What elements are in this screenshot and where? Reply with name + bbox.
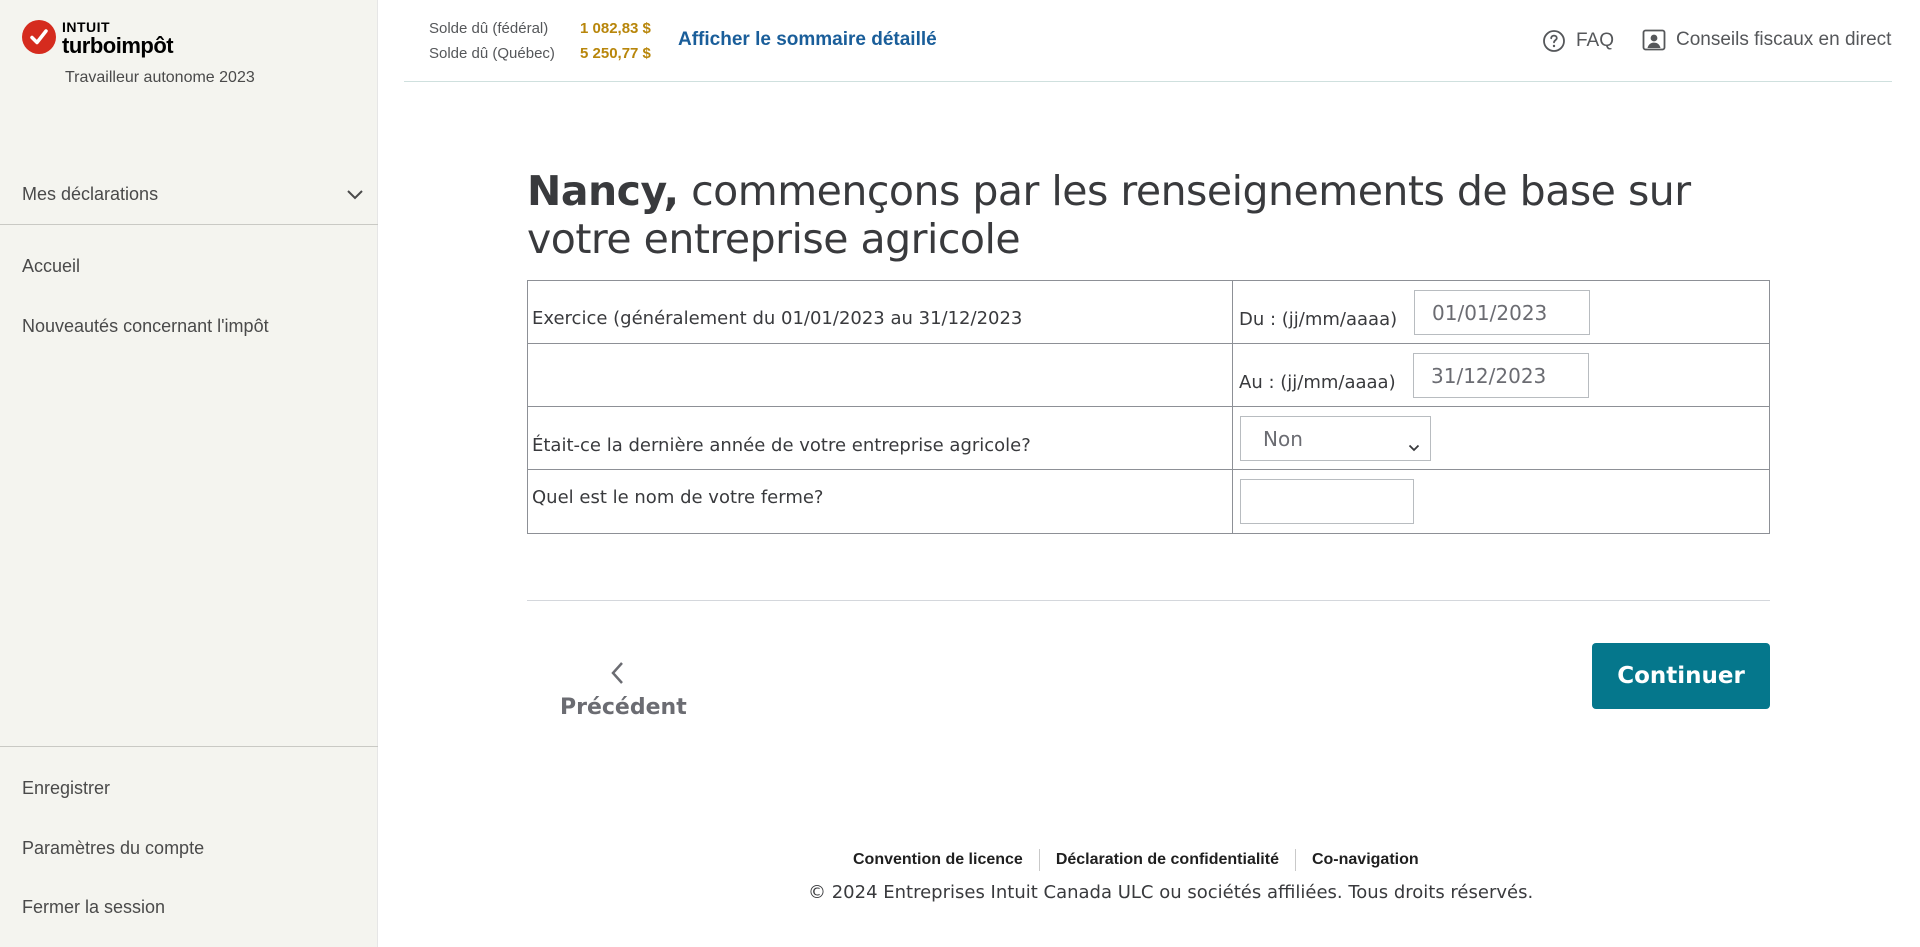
detailed-summary-link[interactable]: Afficher le sommaire détaillé	[678, 29, 937, 50]
footer-separator	[1295, 849, 1296, 871]
farm-name-input[interactable]	[1240, 479, 1414, 524]
balance-quebec-value: 5 250,77 $	[580, 45, 651, 62]
license-agreement-link[interactable]: Convention de licence	[853, 851, 1023, 868]
live-tax-advice-button[interactable]	[1642, 29, 1891, 51]
checkmark-logo-icon	[22, 20, 56, 54]
question-circle-icon	[1542, 29, 1566, 53]
footer-separator	[1039, 849, 1040, 871]
continue-button[interactable]: Continuer	[1592, 643, 1770, 709]
logo-company: INTUIT	[62, 19, 111, 35]
page-title	[527, 167, 1777, 263]
expert-person-icon	[1642, 29, 1666, 51]
to-date-input[interactable]: 31/12/2023	[1413, 353, 1589, 398]
farm-name-label: Quel est le nom de votre ferme?	[532, 487, 824, 508]
farm-info-form	[527, 280, 1770, 534]
sidebar-item-home[interactable]: Accueil	[22, 256, 81, 276]
sidebar	[0, 0, 378, 947]
from-date-input[interactable]: 01/01/2023	[1414, 290, 1590, 335]
previous-button[interactable]	[560, 660, 687, 722]
top-header	[404, 0, 1892, 82]
last-year-label: Était-ce la dernière année de votre entreprise agricole?	[532, 435, 1031, 456]
chevron-down-icon	[1408, 433, 1420, 457]
farm-name-row	[528, 470, 1769, 533]
balance-federal-value: 1 082,83 $	[580, 20, 651, 37]
fiscal-period-from-row	[528, 281, 1769, 344]
faq-label: FAQ	[1576, 30, 1615, 51]
fiscal-period-to-row	[528, 344, 1769, 407]
table-column-divider	[1232, 281, 1233, 533]
sidebar-item-account-settings[interactable]: Paramètres du compte	[22, 838, 205, 858]
footer-links	[853, 849, 1419, 871]
previous-label: Précédent	[560, 695, 687, 720]
to-date-label: Au : (jj/mm/aaaa)	[1239, 372, 1396, 393]
sidebar-divider	[0, 746, 378, 747]
page-title-text: commençons par les renseignements de base sur votre entreprise agricole	[527, 167, 1691, 263]
faq-button[interactable]	[1542, 29, 1614, 53]
balance-quebec-label: Solde dû (Québec)	[429, 45, 555, 62]
last-year-select[interactable]	[1240, 416, 1431, 461]
logo-product: turboimpôt	[62, 33, 174, 58]
co-browsing-link[interactable]: Co-navigation	[1311, 851, 1419, 868]
my-returns-label: Mes déclarations	[22, 184, 159, 204]
turboimpot-logo[interactable]	[22, 20, 173, 57]
balance-federal-label: Solde dû (fédéral)	[429, 20, 549, 37]
privacy-statement-link[interactable]: Déclaration de confidentialité	[1055, 851, 1279, 868]
chevron-left-icon	[609, 673, 627, 690]
sidebar-item-sign-out[interactable]: Fermer la session	[22, 897, 166, 917]
sidebar-item-save[interactable]: Enregistrer	[22, 778, 111, 798]
last-year-row	[528, 407, 1769, 470]
my-returns-dropdown[interactable]	[0, 165, 378, 225]
content-divider	[527, 600, 1770, 601]
product-edition: Travailleur autonome 2023	[65, 69, 255, 86]
live-tax-advice-label: Conseils fiscaux en direct	[1676, 29, 1892, 50]
chevron-down-icon	[346, 185, 364, 206]
from-date-label: Du : (jj/mm/aaaa)	[1239, 309, 1398, 330]
fiscal-period-label: Exercice (généralement du 01/01/2023 au 31/12/2023	[532, 308, 1023, 329]
copyright: © 2024 Entreprises Intuit Canada ULC ou sociétés affiliées. Tous droits réservés.	[808, 882, 1534, 903]
last-year-selected-value: Non	[1263, 426, 1303, 451]
sidebar-item-tax-news[interactable]: Nouveautés concernant l'impôt	[22, 316, 269, 336]
page-title-name: Nancy,	[527, 167, 679, 215]
